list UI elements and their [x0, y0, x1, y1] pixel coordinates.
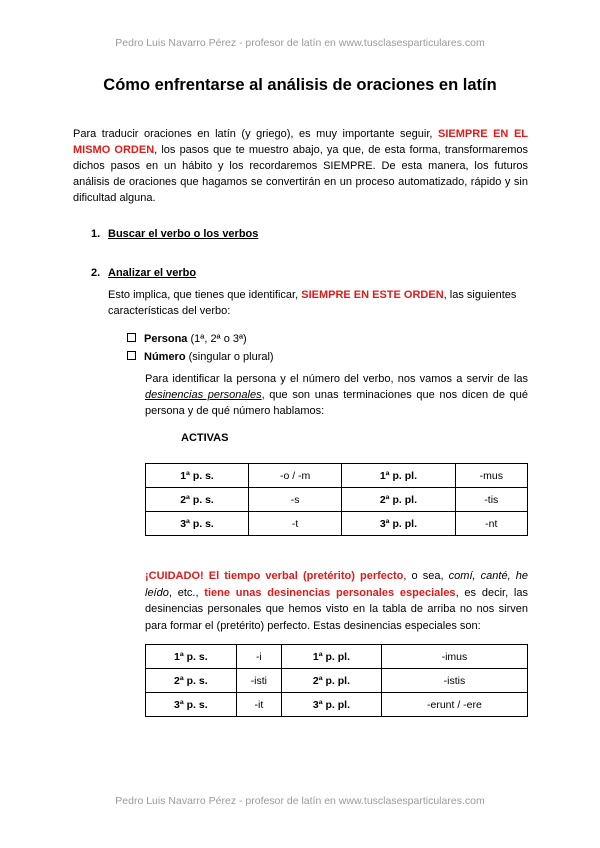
- activas-label: ACTIVAS: [181, 432, 229, 444]
- ending-cell: -s: [249, 488, 342, 512]
- table-row: [146, 488, 528, 512]
- person-cell: 3ª p. pl.: [282, 693, 382, 717]
- ending-cell: -nt: [455, 512, 527, 536]
- bullet-persona: Persona (1ª, 2ª o 3ª): [127, 333, 247, 345]
- table-row: [146, 669, 528, 693]
- table-row: [146, 645, 528, 669]
- step-2: 2. Analizar el verbo: [91, 267, 197, 279]
- ending-cell: -isti: [236, 669, 281, 693]
- page-footer: Pedro Luis Navarro Pérez - profesor de latín en www.tusclasesparticulares.com: [115, 795, 485, 807]
- desinencias-paragraph: Para identificar la persona y el número del verbo, nos vamos a servir de las desinencias personales, que son unas terminaciones que nos dicen de qué persona y de qué número hablamos:: [145, 373, 529, 417]
- step-2-label: Analizar el verbo: [108, 267, 197, 279]
- step-2-highlight: SIEMPRE EN ESTE ORDEN: [301, 289, 444, 301]
- person-cell: 2ª p. s.: [146, 488, 249, 512]
- table-row: [146, 693, 528, 717]
- ending-cell: -istis: [381, 669, 527, 693]
- person-cell: 1ª p. s.: [146, 464, 249, 488]
- person-cell: 3ª p. s.: [146, 512, 249, 536]
- step-2-description: Esto implica, que tienes que identificar, SIEMPRE EN ESTE ORDEN, las siguientes características del verbo:: [108, 289, 517, 317]
- ending-cell: -tis: [455, 488, 527, 512]
- step-1: 1. Buscar el verbo o los verbos: [91, 228, 259, 240]
- ending-cell: -o / -m: [249, 464, 342, 488]
- ending-cell: -imus: [381, 645, 527, 669]
- cuidado-highlight: CUIDADO! El tiempo verbal (pretérito) perfecto: [148, 570, 404, 582]
- person-cell: 1ª p. pl.: [282, 645, 382, 669]
- especiales-highlight: tiene unas desinencias personales especiales: [204, 586, 456, 599]
- person-cell: 2ª p. pl.: [282, 669, 382, 693]
- bullet-numero: Número (singular o plural): [127, 351, 274, 363]
- person-cell: 3ª p. pl.: [342, 512, 455, 536]
- ending-cell: -mus: [455, 464, 527, 488]
- step-1-label: Buscar el verbo o los verbos: [108, 228, 259, 240]
- checkbox-bullet-icon: [127, 333, 136, 342]
- page-header: Pedro Luis Navarro Pérez - profesor de latín en www.tusclasesparticulares.com: [115, 37, 485, 49]
- person-cell: 1ª p. s.: [146, 645, 237, 669]
- person-cell: 1ª p. pl.: [342, 464, 455, 488]
- intro-paragraph: Para traducir oraciones en latín (y griego), es muy importante seguir, SIEMPRE EN EL MISMO ORDEN, los pasos que te muestro abajo, ya que, de esta forma, transformaremos dichos pasos en un hábito y los recordaremos SIEMPRE. De esta manera, los futuros análisis de oraciones que hagamos se convertirán en un proceso automatizado, rápido y sin dificultad alguna.: [73, 128, 528, 204]
- table-row: [146, 464, 528, 488]
- intro-highlight: SIEMPRE EN EL MISMO ORDEN: [73, 128, 528, 156]
- cuidado-paragraph: ¡CUIDADO! El tiempo verbal (pretérito) perfecto, o sea, comí, canté, he leído, etc., tiene unas desinencias personales especiales, es decir, las desinencias personales que hemos visto en la tabla de arriba no nos sirven para formar el (pretérito) perfecto. Estas desinencias especiales son:: [145, 570, 528, 632]
- person-cell: 3ª p. s.: [146, 693, 237, 717]
- ending-cell: -i: [236, 645, 281, 669]
- ending-cell: -erunt / -ere: [381, 693, 527, 717]
- table-row: [146, 512, 528, 536]
- page-title: Cómo enfrentarse al análisis de oraciones en latín: [103, 76, 497, 94]
- person-cell: 2ª p. pl.: [342, 488, 455, 512]
- ending-cell: -t: [249, 512, 342, 536]
- checkbox-bullet-icon: [127, 351, 136, 360]
- activas-table: [145, 463, 528, 536]
- ending-cell: -it: [236, 693, 281, 717]
- person-cell: 2ª p. s.: [146, 669, 237, 693]
- perfecto-table: [145, 644, 528, 717]
